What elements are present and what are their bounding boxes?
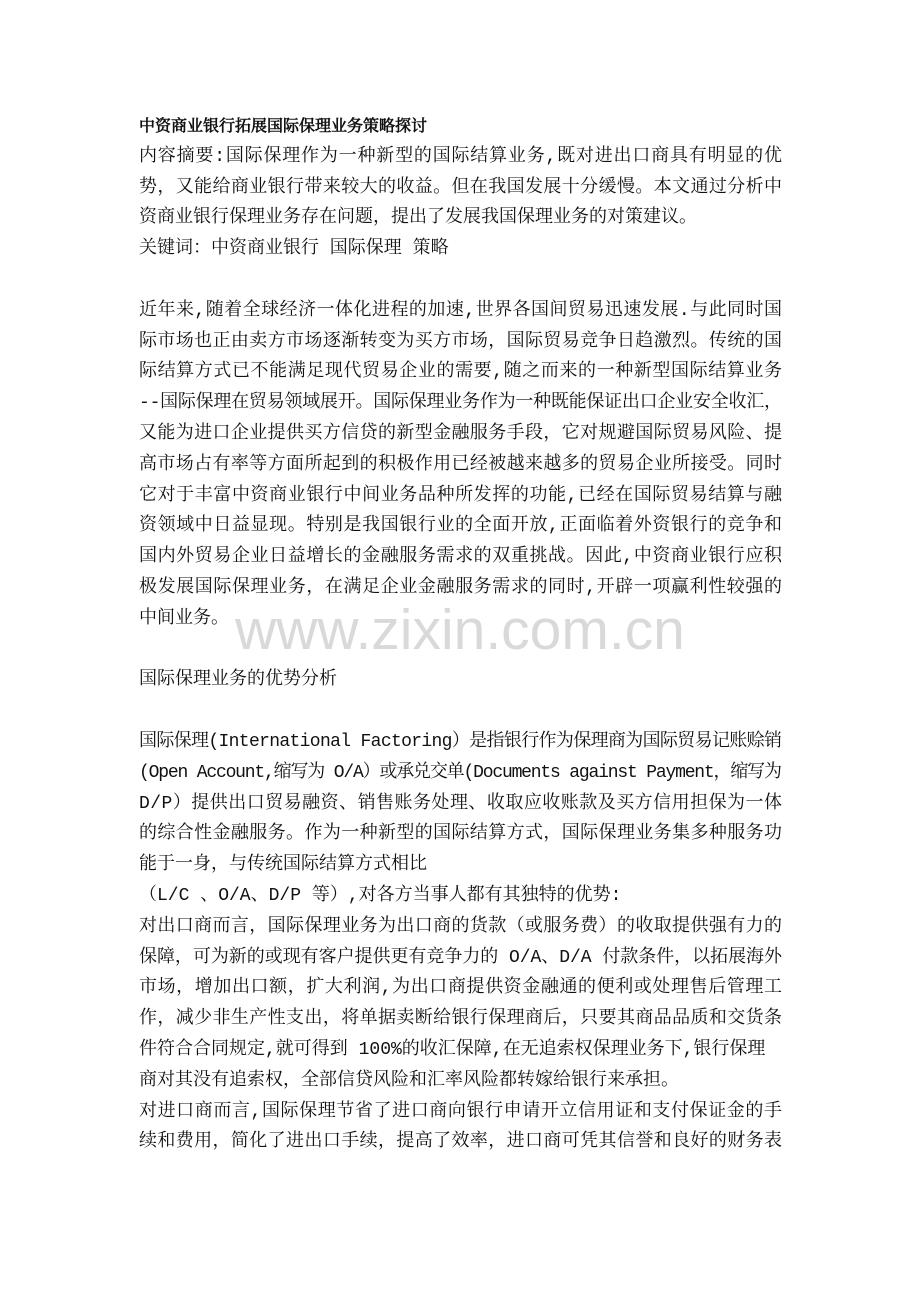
paragraph-line: 高市场占有率等方面所起到的积极作用已经被越来越多的贸易企业所接受。同时 <box>139 454 783 475</box>
paragraph-line: 资领域中日益显现。特别是我国银行业的全面开放,正面临着外资银行的竞争和 <box>139 516 783 537</box>
paragraph-line: 它对于丰富中资商业银行中间业务品种所发挥的功能,已经在国际贸易结算与融 <box>139 485 783 506</box>
section-paragraph <box>139 727 819 912</box>
paragraph-line: --国际保理在贸易领域展开。国际保理业务作为一种既能保证出口企业安全收汇， <box>139 393 782 414</box>
section-paragraph <box>139 912 819 1097</box>
paragraph-line: 能于一身，与传统国际结算方式相比 <box>139 855 427 876</box>
paragraph-line: 件符合合同规定,就可得到 100%的收汇保障,在无追索权保理业务下,银行保理 <box>139 1039 766 1060</box>
paragraph-line: 对出口商而言，国际保理业务为出口商的货款（或服务费）的收取提供强有力的 <box>139 916 783 937</box>
paragraph-line: 中间业务。 <box>139 608 229 629</box>
paragraph-line: 际市场也正由卖方市场逐渐转变为买方市场，国际贸易竞争日趋激烈。传统的国 <box>139 331 783 352</box>
paragraph-line: D/P）提供出口贸易融资、销售账务处理、收取应收账款及买方信用担保为一体 <box>139 793 783 814</box>
paragraph-line: 又能为进口企业提供买方信贷的新型金融服务手段，它对规避国际贸易风险、提 <box>139 423 783 444</box>
paragraph-line: 续和费用，简化了进出口手续，提高了效率，进口商可凭其信誉和良好的财务表 <box>139 1132 783 1153</box>
paragraph-line: 际结算方式已不能满足现代贸易企业的需要,随之而来的一种新型国际结算业务 <box>139 362 783 383</box>
paragraph-line: (Open Account,缩写为 O/A）或承兑交单(Documents against Payment，缩写为 <box>139 762 781 783</box>
document-title: 中资商业银行拓展国际保理业务策略探讨 <box>139 116 428 135</box>
abstract-line: 资商业银行保理业务存在问题，提出了发展我国保理业务的对策建议。 <box>139 208 697 229</box>
paragraph-line: 对进口商而言,国际保理节省了进口商向银行申请开立信用证和支付保证金的手 <box>139 1101 783 1122</box>
paragraph-line: （L/C 、O/A、D/P 等）,对各方当事人都有其独特的优势: <box>139 885 622 906</box>
paragraph-line: 近年来,随着全球经济一体化进程的加速,世界各国间贸易迅速发展.与此同时国 <box>139 300 783 321</box>
watermark: www.zixin.com.cn <box>235 598 685 662</box>
paragraph-line: 的综合性金融服务。作为一种新型的国际结算方式，国际保理业务集多种服务功 <box>139 824 783 845</box>
keywords-line: 关键词：中资商业银行 国际保理 策略 <box>139 239 449 260</box>
abstract-line: 内容摘要:国际保理作为一种新型的国际结算业务,既对进出口商具有明显的优 <box>139 146 783 167</box>
document-body <box>139 111 819 1158</box>
paragraph-spacer <box>139 265 819 296</box>
paragraph-line: 国内外贸易企业日益增长的金融服务需求的双重挑战。因此,中资商业银行应积 <box>139 547 783 568</box>
abstract-line: 势，又能给商业银行带来较大的收益。但在我国发展十分缓慢。本文通过分析中 <box>139 177 783 198</box>
section-heading: 国际保理业务的优势分析 <box>139 670 337 691</box>
paragraph-spacer <box>139 696 819 727</box>
section-paragraph <box>139 1097 819 1159</box>
paragraph-line: 极发展国际保理业务，在满足企业金融服务需求的同时,开辟一项赢利性较强的 <box>139 577 783 598</box>
paragraph-line: 国际保理(International Factoring）是指银行作为保理商为国际贸易记账赊销 <box>139 731 782 752</box>
paragraph-line: 保障，可为新的或现有客户提供更有竞争力的 O/A、D/A 付款条件，以拓展海外 <box>139 947 782 968</box>
intro-paragraph <box>139 296 819 635</box>
paragraph-line: 商对其没有追索权，全部信贷风险和汇率风险都转嫁给银行来承担。 <box>139 1070 679 1091</box>
paragraph-line: 市场，增加出口额，扩大利润,为出口商提供资金融通的便利或处理售后管理工 <box>139 978 783 999</box>
abstract <box>139 142 819 234</box>
paragraph-spacer <box>139 635 819 666</box>
paragraph-line: 作，减少非生产性支出，将单据卖断给银行保理商后，只要其商品品质和交货条 <box>139 1009 783 1030</box>
